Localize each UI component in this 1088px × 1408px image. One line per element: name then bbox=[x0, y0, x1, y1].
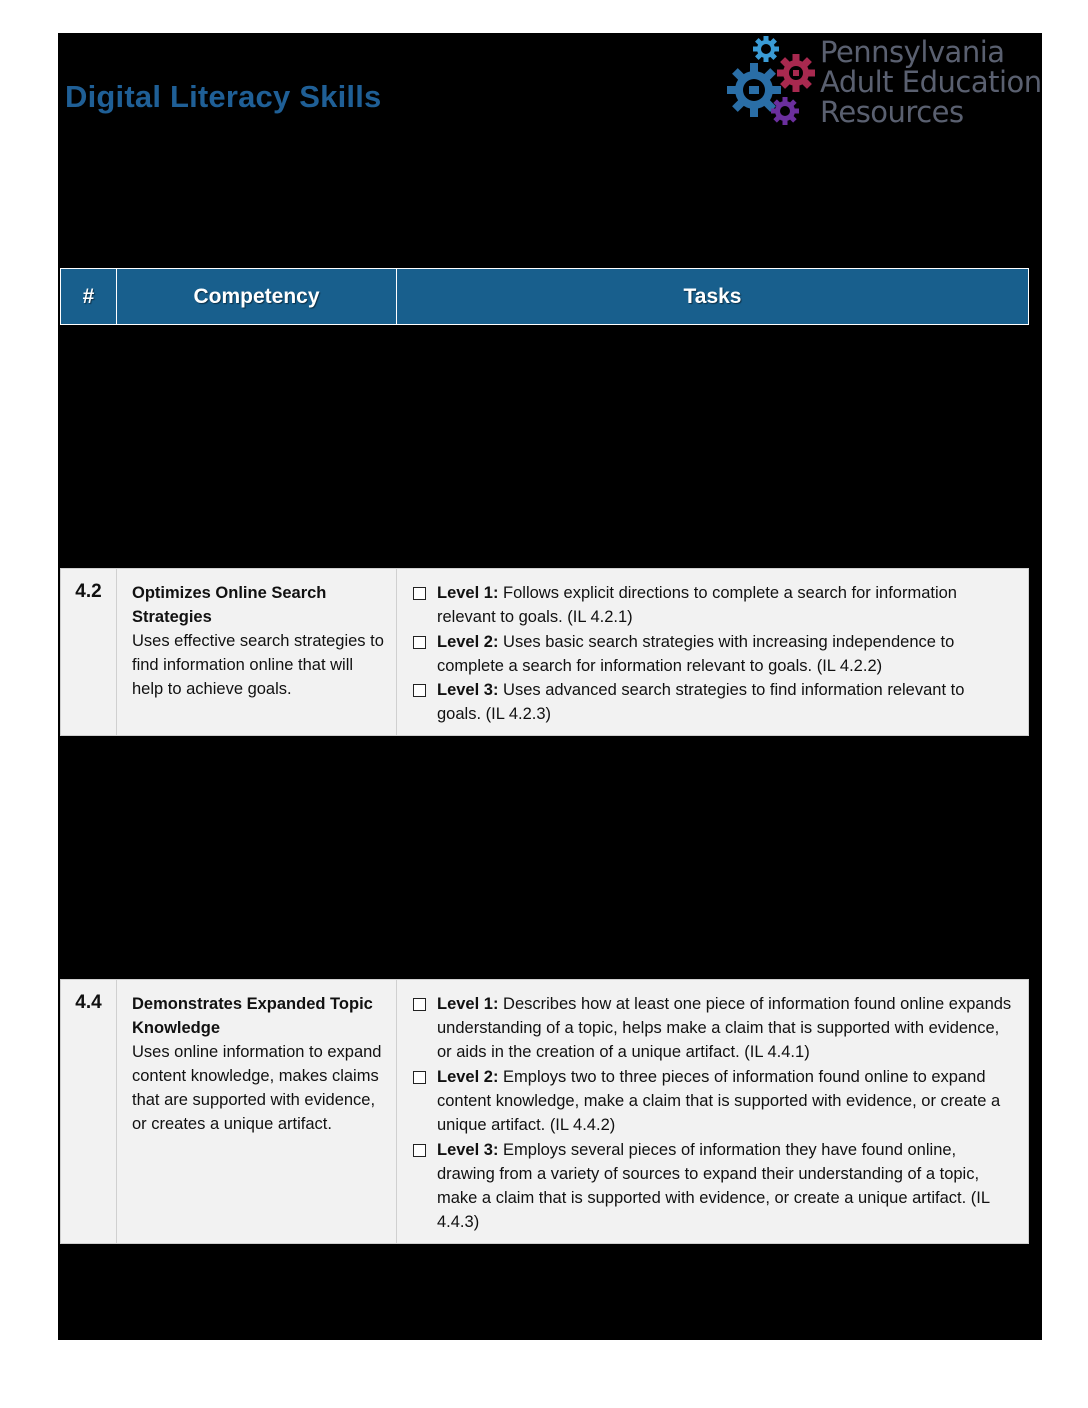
table-row bbox=[61, 979, 1029, 1243]
pa-adult-ed-logo bbox=[726, 35, 1042, 131]
task-item bbox=[413, 1065, 1012, 1138]
task-item bbox=[413, 1138, 1012, 1235]
checkbox[interactable] bbox=[413, 684, 426, 697]
document-page bbox=[58, 33, 1042, 1340]
task-level: Level 1: bbox=[437, 994, 499, 1013]
task-text: Describes how at least one piece of information found online expands understanding of a topic, helps make a claim that is supported with evidence, or aids in the creation of a unique artifact. (IL 4.4.1) bbox=[437, 994, 1012, 1062]
task-level: Level 1: bbox=[437, 584, 499, 602]
blank-row bbox=[61, 325, 1029, 569]
blank-row bbox=[61, 735, 1029, 979]
task-item bbox=[413, 678, 1012, 727]
logo-line: Adult Education bbox=[820, 65, 1042, 99]
task-level: Level 3: bbox=[437, 681, 499, 700]
competency-title: Optimizes Online Search Strategies bbox=[132, 584, 327, 626]
table-row bbox=[61, 569, 1029, 736]
task-text: Employs two to three pieces of information found online to expand content knowledge, make a claim that is supported with evidence, or create a unique artifact. (IL 4.4.2) bbox=[437, 1067, 1001, 1135]
task-item bbox=[413, 992, 1012, 1065]
gears-icon bbox=[726, 35, 826, 131]
checkbox[interactable] bbox=[413, 587, 426, 600]
tasks-cell bbox=[397, 569, 1029, 736]
header-tasks: Tasks bbox=[397, 269, 1029, 325]
checkbox[interactable] bbox=[413, 636, 426, 649]
checkbox[interactable] bbox=[413, 1071, 426, 1084]
checkbox[interactable] bbox=[413, 998, 426, 1011]
logo-wordmark bbox=[820, 37, 1042, 127]
task-text: Employs several pieces of information they have found online, drawing from a variety of sources to expand their understanding of a topic, make a claim that is supported with evidence, or create a unique artifact. (IL 4.4.3) bbox=[437, 1140, 990, 1232]
competency-cell bbox=[117, 569, 397, 736]
row-number: 4.4 bbox=[61, 979, 117, 1243]
task-item bbox=[413, 581, 1012, 630]
task-level: Level 2: bbox=[437, 1067, 499, 1086]
task-item bbox=[413, 630, 1012, 679]
table-header-row bbox=[61, 269, 1029, 325]
header-number: # bbox=[61, 269, 117, 325]
document-title: Digital Literacy Skills bbox=[65, 79, 382, 114]
competency-description: Uses effective search strategies to find information online that will help to achieve goals. bbox=[132, 632, 384, 698]
logo-line: Resources bbox=[820, 95, 964, 129]
checkbox[interactable] bbox=[413, 1144, 426, 1157]
tasks-cell bbox=[397, 979, 1029, 1243]
competency-cell bbox=[117, 979, 397, 1243]
logo-line: Pennsylvania bbox=[820, 35, 1005, 69]
task-text: Follows explicit directions to complete a search for information relevant to goals. (IL 4.2.1) bbox=[437, 584, 957, 627]
competency-table bbox=[60, 268, 1029, 1244]
header-competency: Competency bbox=[117, 269, 397, 325]
task-text: Uses basic search strategies with increasing independence to complete a search for information relevant to goals. (IL 4.2.2) bbox=[437, 632, 955, 675]
task-text: Uses advanced search strategies to find information relevant to goals. (IL 4.2.3) bbox=[437, 681, 965, 724]
competency-description: Uses online information to expand content knowledge, makes claims that are supported with evidence, or creates a unique artifact. bbox=[132, 1042, 382, 1133]
row-number: 4.2 bbox=[61, 569, 117, 736]
task-level: Level 2: bbox=[437, 632, 499, 651]
task-level: Level 3: bbox=[437, 1140, 499, 1159]
competency-title: Demonstrates Expanded Topic Knowledge bbox=[132, 994, 373, 1037]
